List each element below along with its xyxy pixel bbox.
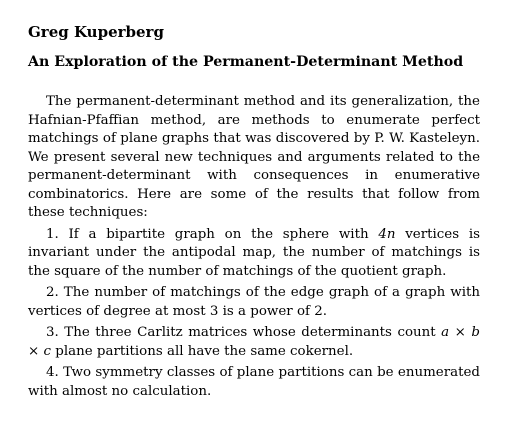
result-item-1-math: 4n <box>378 226 396 242</box>
result-item-1 <box>28 226 480 282</box>
paper-title: An Exploration of the Permanent-Determinant Method <box>28 54 464 70</box>
result-item-4 <box>28 364 480 401</box>
result-item-3-math: a × b × c <box>28 325 480 359</box>
result-item-2-text: 2. The number of matchings of the edge graph of a graph with vertices of degree at most 3 is a power of 2. <box>28 285 480 319</box>
result-item-3-text-before: 3. The three Carlitz matrices whose determinants count <box>46 325 442 340</box>
paper-page <box>28 22 480 401</box>
result-item-3-text-after: plane partitions all have the same cokernel. <box>50 343 354 359</box>
author-name: Greg Kuperberg <box>28 23 164 41</box>
result-item-2 <box>28 284 480 321</box>
result-item-3 <box>28 324 480 361</box>
result-item-4-text: 4. Two symmetry classes of plane partitions can be enumerated with almost no calculation. <box>28 365 480 399</box>
abstract-paragraph: The permanent-determinant method and its generalization, the Hafnian-Pfaffian method, are methods to enumerate perfect matchings of plane graphs that was discovered by P. W. Kasteleyn. We present several new techniques and arguments related to the permanent-determinant with consequences in enumerative combinatorics. Here are some of the results that follow from these techniques: <box>28 94 480 220</box>
result-item-1-text-before: 1. If a bipartite graph on the sphere with <box>46 226 379 242</box>
result-item-1-text-after: vertices is invariant under the antipodal map, the number of matchings is the square of the number of matchings of the quotient graph. <box>28 226 480 279</box>
